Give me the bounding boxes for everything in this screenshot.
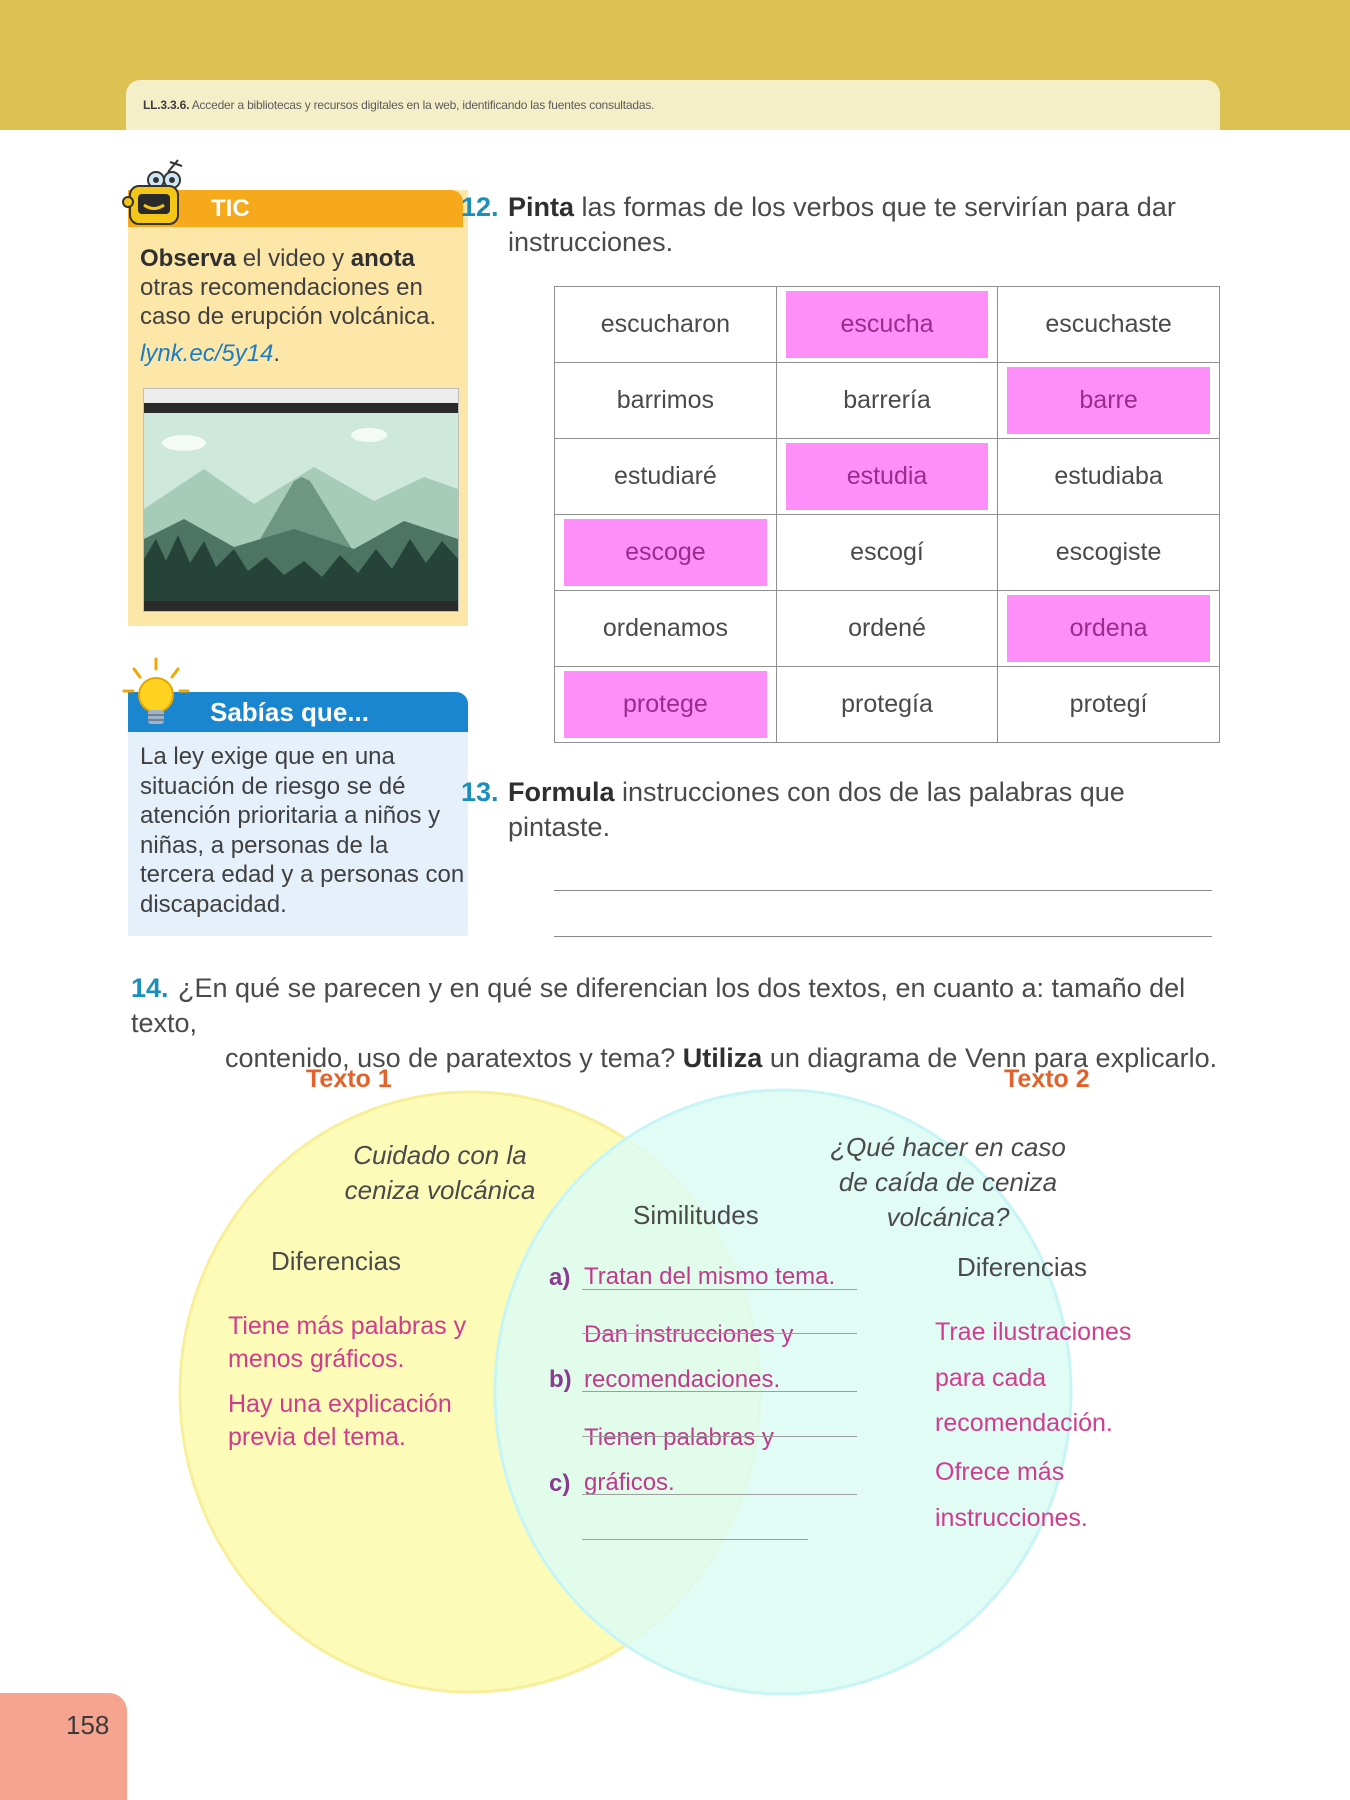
question-14: 14. ¿En qué se parecen y en qué se diferencian los dos textos, en cuanto a: tamaño del texto, contenido, uso de paratextos y tema? Utiliza un diagrama de Venn para explicarlo. [131,973,1218,1073]
question-13: 13. Formula instrucciones con dos de las palabras que pintaste. [461,777,1125,842]
similarity-b-text-1: Dan instrucciones y [584,1321,794,1348]
similarity-letter-a: a) [549,1264,571,1291]
verb-word: barrería [843,386,931,414]
similarity-line[interactable] [582,1391,857,1392]
similarity-a-text: Tratan del mismo tema. [584,1263,836,1290]
tic-verb-anota: anota [350,245,415,272]
video-link[interactable]: lynk.ec/5y14 [140,340,274,367]
verb-word: estudia [846,462,928,490]
sabias-text: La ley exige que en una situación de riesgo se dé atención prioritaria a niños y niñas, a personas de la tercera edad y a personas con discapacidad. [140,743,465,918]
verb-word: ordena [1069,614,1148,642]
question-number: 14. [131,973,169,1003]
tic-verb-observa: Observa [140,245,237,272]
texto2-difference-2: Ofrece más instrucciones. [935,1458,1088,1532]
tic-instructions: Observa el video y anota otras recomendaciones en caso de erupción volcánica. [140,245,437,330]
verb-word: escoge [625,538,706,566]
venn-title-1: Cuidado con la ceniza volcánica [344,1140,536,1205]
verb-word: barre [1079,386,1138,414]
verb-word: escuchaste [1045,310,1172,338]
venn-title-2: ¿Qué hacer en caso de caída de ceniza volcánica? [830,1132,1066,1232]
verb-word: escogiste [1055,538,1162,566]
texto1-difference-2: Hay una explicación previa del tema. [228,1390,452,1451]
verb-word: estudiaba [1054,462,1163,490]
tic-title: TIC [211,195,250,222]
venn-label-texto-2: Texto 2 [1004,1065,1090,1093]
skill-code: LL.3.3.6. [143,98,190,112]
skill-text: Acceder a bibliotecas y recursos digitales en la web, identificando las fuentes consultadas. [191,98,655,112]
similarity-line[interactable] [582,1333,857,1334]
similarity-line[interactable] [582,1289,857,1290]
question-12: 12. Pinta las formas de los verbos que te servirían para dar instrucciones. [461,192,1176,257]
similarity-line[interactable] [582,1539,808,1540]
verb-word: escucha [840,310,934,338]
verb-word: protegí [1069,690,1148,718]
similarity-line[interactable] [582,1436,857,1437]
similarity-letter-c: c) [549,1470,571,1497]
similarity-letter-b: b) [549,1366,572,1393]
verb-word: ordené [848,614,926,642]
sabias-title: Sabías que... [210,697,369,727]
verb-word: escogí [850,538,924,566]
similarity-c-text-2: gráficos. [584,1469,675,1496]
diferencias-right-heading: Diferencias [957,1252,1088,1282]
verb-word: ordenamos [602,614,728,642]
texto2-difference-1: Trae ilustraciones para cada recomendación. [935,1318,1132,1437]
similitudes-heading: Similitudes [633,1200,759,1230]
verb-word: estudiaré [613,462,717,490]
texto1-difference-1: Tiene más palabras y menos gráficos. [228,1312,467,1373]
verb-word: escucharon [600,310,731,338]
diferencias-left-heading: Diferencias [271,1246,402,1276]
verb-word: protege [623,690,708,718]
similarity-line[interactable] [582,1494,857,1495]
question-number: 12. [461,192,499,222]
verb-word: barrimos [616,386,715,414]
similarity-c-text-1: Tienen palabras y [584,1424,774,1451]
verb-word: protegía [841,690,933,718]
question-number: 13. [461,777,499,807]
venn-label-texto-1: Texto 1 [306,1065,392,1093]
tic-link-line: lynk.ec/5y14. [140,340,281,367]
page-number: 158 [66,1710,110,1740]
similarity-b-text-2: recomendaciones. [584,1366,781,1393]
